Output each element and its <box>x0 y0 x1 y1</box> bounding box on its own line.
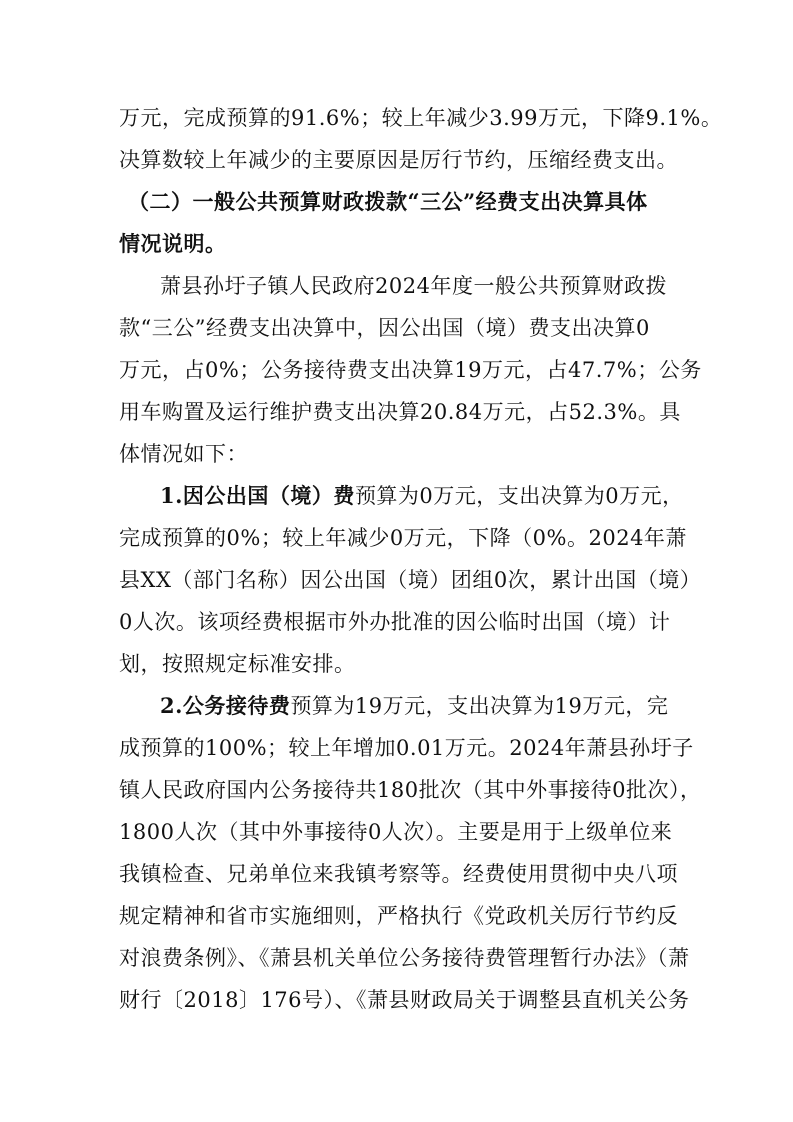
body-text-line: 我镇检查、兄弟单位来我镇考察等。经费使用贯彻中央八项 <box>119 862 678 886</box>
body-text-line: 万元，完成预算的91.6%；较上年减少3.99万元，下降9.1%。 <box>119 106 723 130</box>
body-text-line: 对浪费条例》、《萧县机关单位公务接待费管理暂行办法》（萧 <box>119 946 690 970</box>
body-text-line: 萧县孙圩子镇人民政府2024年度一般公共预算财政拨 <box>160 274 667 298</box>
body-text-line: 完成预算的0%；较上年减少0万元，下降（0%。2024年萧 <box>119 526 687 550</box>
body-text-line: 1800人次（其中外事接待0人次）。主要是用于上级单位来 <box>119 820 673 844</box>
body-text-line: 万元，占0%；公务接待费支出决算19万元，占47.7%；公务 <box>119 358 702 382</box>
body-text-line: 划，按照规定标准安排。 <box>119 652 356 676</box>
body-text-line: 财行〔2018〕176号）、《萧县财政局关于调整县直机关公务 <box>119 988 690 1012</box>
subsection-line <box>160 686 680 726</box>
body-text-line: 县XX（部门名称）因公出国（境）团组0次，累计出国（境） <box>119 568 702 592</box>
subsection-text: 预算为0万元，支出决算为0万元， <box>354 484 684 508</box>
section-heading-continued: 情况说明。 <box>119 231 227 256</box>
subsection-text: 预算为19万元，支出决算为19万元，完 <box>290 694 669 718</box>
subsection-line <box>160 476 684 516</box>
body-text-line: 款“三公”经费支出决算中，因公出国（境）费支出决算0 <box>119 316 650 340</box>
body-text-line: 体情况如下： <box>119 442 248 466</box>
body-text-line: 规定精神和省市实施细则，严格执行《党政机关厉行节约反 <box>119 904 678 928</box>
section-heading: （二）一般公共预算财政拨款“三公”经费支出决算具体 <box>128 189 648 214</box>
body-text-line: 用车购置及运行维护费支出决算20.84万元，占52.3%。具 <box>119 400 681 424</box>
body-text-line: 0人次。该项经费根据市外办批准的因公临时出国（境）计 <box>119 610 671 634</box>
subsection-title: 2.公务接待费 <box>160 693 291 718</box>
body-text-line: 成预算的100%；较上年增加0.01万元。2024年萧县孙圩子 <box>119 736 694 760</box>
body-text-line: 镇人民政府国内公务接待共180批次（其中外事接待0批次）， <box>119 778 702 802</box>
subsection-title: 1.因公出国（境）费 <box>160 483 355 508</box>
body-text-line: 决算数较上年减少的主要原因是厉行节约，压缩经费支出。 <box>119 148 678 172</box>
